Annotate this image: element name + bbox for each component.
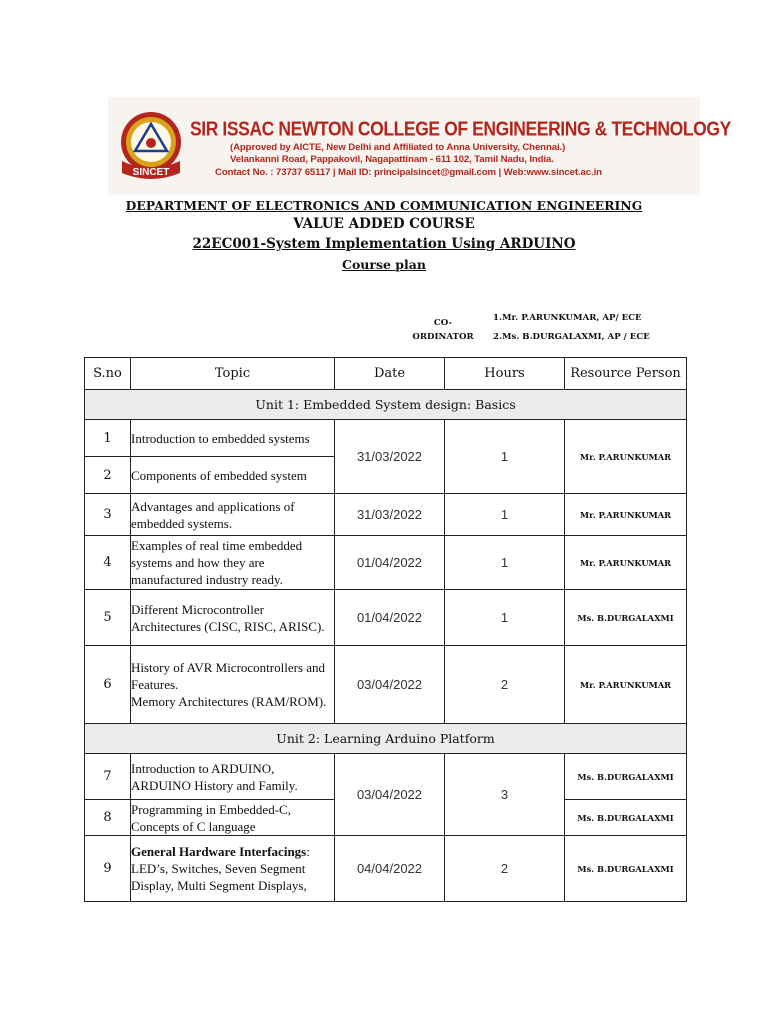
unit-title: Unit 2: Learning Arduino Platform [85, 724, 687, 754]
table-row [85, 836, 687, 902]
row-topic-rest: : LED’s, Switches, Seven Segment Display, Multi Segment Displays, [131, 844, 310, 893]
row-resource-person: Mr. P.ARUNKUMAR [565, 420, 687, 494]
course-type-heading: VALUE ADDED COURSE [293, 216, 475, 232]
row-topic: Advantages and applications of embedded systems. [131, 494, 335, 536]
table-row [85, 420, 687, 457]
row-sno: 5 [85, 590, 131, 646]
row-resource-person: Ms. B.DURGALAXMI [565, 754, 687, 800]
unit-title: Unit 1: Embedded System design: Basics [85, 390, 687, 420]
row-topic: Different Microcontroller Architectures (CISC, RISC, ARISC). [131, 590, 335, 646]
row-sno: 2 [85, 457, 131, 494]
contact-line: Contact No. : 73737 65117 | Mail ID: principalsincet@gmail.com | Web:www.sincet.ac.in [215, 167, 602, 178]
row-date: 03/04/2022 [335, 754, 445, 836]
row-hours: 1 [445, 494, 565, 536]
row-sno: 7 [85, 754, 131, 800]
row-resource-person: Ms. B.DURGALAXMI [565, 590, 687, 646]
coordinator-label-line1: CO- [433, 318, 453, 328]
header-resource-person: Resource Person [565, 358, 687, 390]
letterhead [108, 97, 731, 195]
row-topic: Examples of real time embedded systems and how they are manufactured industry ready. [131, 536, 335, 590]
row-resource-person: Mr. P.ARUNKUMAR [565, 646, 687, 724]
unit-row [85, 390, 687, 420]
row-topic [131, 646, 335, 724]
row-sno: 4 [85, 536, 131, 590]
row-date: 01/04/2022 [335, 590, 445, 646]
row-hours: 1 [445, 590, 565, 646]
coordinator-label [405, 316, 481, 344]
row-topic: Introduction to ARDUINO, ARDUINO History and Family. [131, 754, 335, 800]
row-sno: 6 [85, 646, 131, 724]
header-sno: S.no [85, 358, 131, 390]
row-sno: 8 [85, 800, 131, 836]
header-topic: Topic [131, 358, 335, 390]
approval-line: (Approved by AICTE, New Delhi and Affiliated to Anna University, Chennai.) [230, 142, 566, 153]
college-logo [116, 109, 186, 181]
row-topic-line: History of AVR Microcontrollers and Features. [131, 660, 326, 692]
row-hours: 1 [445, 536, 565, 590]
table-row [85, 536, 687, 590]
course-plan-table [84, 357, 687, 902]
row-hours: 2 [445, 646, 565, 724]
table-row [85, 646, 687, 724]
row-date: 01/04/2022 [335, 536, 445, 590]
course-plan-heading: Course plan [342, 257, 426, 272]
row-topic: Introduction to embedded systems [131, 420, 335, 457]
table-row [85, 754, 687, 800]
row-topic: Programming in Embedded-C, Concepts of C language [131, 800, 335, 836]
row-resource-person: Ms. B.DURGALAXMI [565, 800, 687, 836]
college-name: SIR ISSAC NEWTON COLLEGE OF ENGINEERING & TECHNOLOGY [190, 117, 731, 140]
unit-row [85, 724, 687, 754]
row-sno: 9 [85, 836, 131, 902]
row-date: 31/03/2022 [335, 494, 445, 536]
row-topic [131, 836, 335, 902]
coordinator-name: 1.Mr. P.ARUNKUMAR, AP/ ECE [493, 313, 642, 323]
row-topic-bold: General Hardware Interfacings [131, 844, 307, 859]
row-sno: 1 [85, 420, 131, 457]
header-hours: Hours [445, 358, 565, 390]
row-resource-person: Mr. P.ARUNKUMAR [565, 536, 687, 590]
table-header-row [85, 358, 687, 390]
row-resource-person: Ms. B.DURGALAXMI [565, 836, 687, 902]
row-topic: Components of embedded system [131, 457, 335, 494]
row-hours: 2 [445, 836, 565, 902]
header-date: Date [335, 358, 445, 390]
logo-text: SINCET [132, 167, 170, 178]
table-row [85, 494, 687, 536]
table-row [85, 590, 687, 646]
row-sno: 3 [85, 494, 131, 536]
address-line: Velankanni Road, Pappakovil, Nagapattinam - 611 102, Tamil Nadu, India. [230, 154, 554, 165]
row-date: 03/04/2022 [335, 646, 445, 724]
row-date: 31/03/2022 [335, 420, 445, 494]
coordinator-label-line2: ORDINATOR [412, 332, 474, 342]
row-date: 04/04/2022 [335, 836, 445, 902]
course-code-heading: 22EC001-System Implementation Using ARDUINO [192, 236, 576, 252]
row-resource-person: Mr. P.ARUNKUMAR [565, 494, 687, 536]
department-heading: DEPARTMENT OF ELECTRONICS AND COMMUNICATION ENGINEERING [125, 198, 643, 213]
row-hours: 1 [445, 420, 565, 494]
row-hours: 3 [445, 754, 565, 836]
coordinator-name: 2.Ms. B.DURGALAXMI, AP / ECE [493, 332, 650, 342]
row-topic-line: Memory Architectures (RAM/ROM). [131, 694, 327, 709]
